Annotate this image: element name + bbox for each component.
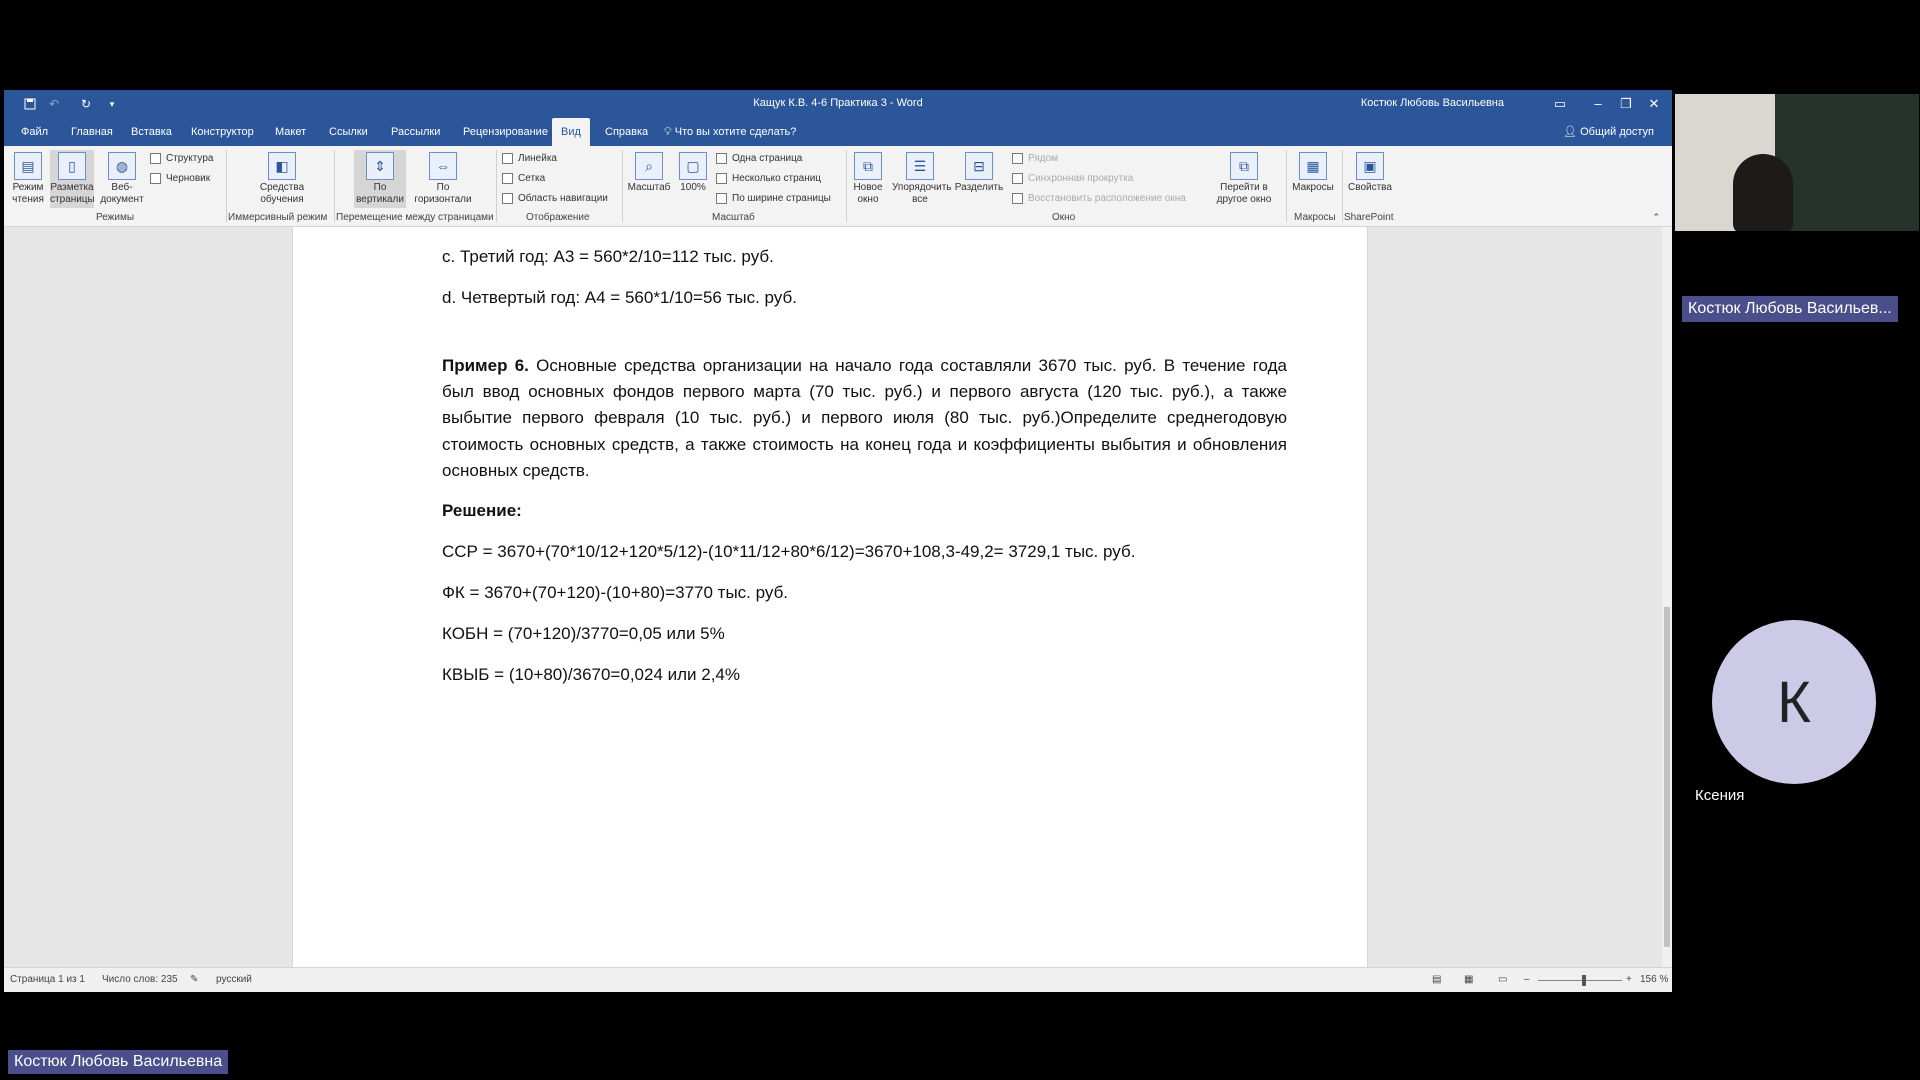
magnifier-icon: ⌕ bbox=[635, 152, 663, 180]
group-label-window: Окно bbox=[1052, 212, 1076, 223]
read-mode-button[interactable]: ▤ Режим чтения bbox=[6, 150, 50, 208]
formula-fk: ФК = 3670+(70+120)-(10+80)=3770 тыс. руб. bbox=[442, 583, 789, 602]
properties-icon: ▣ bbox=[1356, 152, 1384, 180]
document-page[interactable] bbox=[292, 227, 1368, 967]
formula-kvyb: КВЫБ = (10+80)/3670=0,024 или 2,4% bbox=[442, 665, 741, 684]
tab-design[interactable]: Конструктор bbox=[191, 126, 254, 138]
tell-me-text: Что вы хотите сделать? bbox=[674, 126, 797, 138]
tab-layout[interactable]: Макет bbox=[275, 126, 307, 138]
group-label-modes: Режимы bbox=[96, 212, 135, 223]
tab-review[interactable]: Рецензирование bbox=[463, 126, 548, 138]
vertical-arrows-icon: ⇕ bbox=[366, 152, 394, 180]
navigation-pane-checkbox[interactable]: Область навигации bbox=[502, 190, 608, 208]
properties-button[interactable]: ▣ Свойства bbox=[1344, 150, 1396, 208]
status-bar bbox=[4, 967, 1672, 992]
tell-me-box[interactable] bbox=[664, 118, 796, 146]
tab-view[interactable]: Вид bbox=[552, 118, 590, 146]
tab-file[interactable]: Файл bbox=[21, 126, 49, 138]
group-label-zoom: Масштаб bbox=[712, 212, 755, 223]
web-layout-view-icon[interactable]: ▭ bbox=[1498, 974, 1508, 985]
split-button[interactable]: ⊟ Разделить bbox=[952, 150, 1006, 208]
gridlines-checkbox-box bbox=[502, 173, 513, 184]
read-mode-view-icon[interactable]: ▤ bbox=[1432, 974, 1442, 985]
one-page-button[interactable]: Одна страница bbox=[716, 150, 802, 168]
vertical-scrollbar[interactable] bbox=[1662, 227, 1672, 967]
arrange-all-button[interactable]: ☰ Упорядочить все bbox=[892, 150, 948, 208]
group-label-movement: Перемещение между страницами bbox=[336, 212, 494, 223]
group-label-sharepoint: SharePoint bbox=[1344, 212, 1394, 223]
word-window bbox=[4, 90, 1672, 992]
print-layout-button[interactable]: ▯ Разметка страницы bbox=[50, 150, 94, 208]
collapse-ribbon-icon[interactable]: ⌃ bbox=[1652, 212, 1660, 222]
example-paragraph bbox=[442, 353, 1287, 484]
undo-icon[interactable]: ↶ bbox=[48, 97, 60, 111]
ribbon-display-options-icon[interactable]: ▭ bbox=[1553, 96, 1567, 111]
group-separator bbox=[1342, 150, 1343, 222]
scrollbar-thumb[interactable] bbox=[1664, 607, 1670, 947]
outline-button[interactable]: Структура bbox=[150, 150, 213, 168]
learning-tools-button[interactable]: ◧ Средства обучения bbox=[254, 150, 310, 208]
multiple-pages-icon bbox=[716, 173, 727, 184]
page-width-button[interactable]: По ширине страницы bbox=[716, 190, 831, 208]
participant-name-badge: Костюк Любовь Васильев... bbox=[1682, 296, 1898, 322]
ribbon-tabs bbox=[4, 118, 1672, 146]
reset-window-position-button[interactable]: Восстановить расположение окна bbox=[1012, 190, 1186, 208]
person-icon: 👤︎ bbox=[1563, 126, 1578, 138]
globe-icon: ◍ bbox=[108, 152, 136, 180]
horizontal-arrows-icon: ⇔ bbox=[429, 152, 457, 180]
ruler-checkbox[interactable]: Линейка bbox=[502, 150, 557, 168]
participant-avatar-name: Ксения bbox=[1695, 787, 1745, 804]
close-icon[interactable]: ✕ bbox=[1648, 96, 1660, 111]
zoom-button[interactable]: ⌕ Масштаб bbox=[626, 150, 672, 208]
view-side-by-side-button[interactable]: Рядом bbox=[1012, 150, 1058, 168]
redo-icon[interactable]: ↻ bbox=[80, 97, 92, 111]
share-label: Общий доступ bbox=[1580, 126, 1654, 138]
quick-access-menu-icon[interactable]: ▾ bbox=[109, 98, 115, 109]
navigation-pane-checkbox-box bbox=[502, 193, 513, 204]
switch-windows-icon: ⧉ bbox=[1230, 152, 1258, 180]
group-label-show: Отображение bbox=[526, 212, 590, 223]
presenter-name-badge: Костюк Любовь Васильевна bbox=[8, 1050, 228, 1074]
side-by-side-icon bbox=[1012, 153, 1023, 164]
page-width-icon bbox=[716, 193, 727, 204]
participant-video bbox=[1675, 94, 1919, 231]
share-button[interactable] bbox=[1563, 118, 1654, 146]
word-count[interactable]: Число слов: 235 bbox=[102, 974, 178, 985]
document-title: Кащук К.В. 4-6 Практика 3 - Word bbox=[753, 97, 923, 109]
page-icon: ▯ bbox=[58, 152, 86, 180]
one-page-icon bbox=[716, 153, 727, 164]
ribbon-view bbox=[4, 146, 1672, 227]
new-window-icon: ⧉ bbox=[854, 152, 882, 180]
group-label-macros: Макросы bbox=[1294, 212, 1336, 223]
proofing-icon[interactable]: ✎ bbox=[190, 974, 199, 985]
draft-icon bbox=[150, 173, 161, 184]
vertical-movement-button[interactable]: ⇕ По вертикали bbox=[354, 150, 406, 208]
document-workspace bbox=[4, 227, 1662, 967]
zoom-slider-handle[interactable] bbox=[1582, 975, 1586, 986]
arrange-all-icon: ☰ bbox=[906, 152, 934, 180]
zoom-level[interactable]: 156 % bbox=[1640, 974, 1669, 985]
tab-mailings[interactable]: Рассылки bbox=[391, 126, 441, 138]
gridlines-checkbox[interactable]: Сетка bbox=[502, 170, 545, 188]
macros-button[interactable]: ▦ Макросы bbox=[1288, 150, 1338, 208]
formula-kobn: КОБН = (70+120)/3770=0,05 или 5% bbox=[442, 624, 725, 643]
page-count[interactable]: Страница 1 из 1 bbox=[10, 974, 85, 985]
multiple-pages-button[interactable]: Несколько страниц bbox=[716, 170, 821, 188]
group-separator bbox=[496, 150, 497, 222]
book-icon: ▤ bbox=[14, 152, 42, 180]
tab-insert[interactable]: Вставка bbox=[131, 126, 172, 138]
example-label: Пример 6. bbox=[442, 356, 529, 375]
title-bar bbox=[4, 90, 1672, 118]
outline-icon bbox=[150, 153, 161, 164]
zoom-out-icon[interactable]: – bbox=[1524, 974, 1530, 985]
zoom-in-icon[interactable]: + bbox=[1626, 974, 1632, 985]
tab-home[interactable]: Главная bbox=[71, 126, 113, 138]
minimize-icon[interactable]: – bbox=[1594, 96, 1602, 111]
reset-window-icon bbox=[1012, 193, 1023, 204]
restore-icon[interactable]: ❐ bbox=[1620, 96, 1632, 111]
group-separator bbox=[226, 150, 227, 222]
video-background-board bbox=[1775, 94, 1919, 231]
line-third-year: c. Третий год: А3 = 560*2/10=112 тыс. руб. bbox=[442, 247, 774, 266]
participant-avatar: К bbox=[1712, 620, 1876, 784]
synchronous-scrolling-button[interactable]: Синхронная прокрутка bbox=[1012, 170, 1133, 188]
group-separator bbox=[622, 150, 623, 222]
zoom-100-button[interactable]: ▢ 100% bbox=[674, 150, 712, 208]
language[interactable]: русский bbox=[216, 974, 252, 985]
account-name[interactable]: Костюк Любовь Васильевна bbox=[1360, 97, 1504, 109]
new-window-button[interactable]: ⧉ Новое окно bbox=[846, 150, 890, 208]
group-separator bbox=[1286, 150, 1287, 222]
side-to-side-button[interactable]: ⇔ По горизонтали bbox=[414, 150, 472, 208]
solution-heading: Решение: bbox=[442, 501, 522, 520]
group-label-immersive: Иммерсивный режим bbox=[228, 212, 328, 223]
web-layout-button[interactable]: ◍ Веб-документ bbox=[100, 150, 144, 208]
line-fourth-year: d. Четвертый год: А4 = 560*1/10=56 тыс. руб. bbox=[442, 288, 797, 307]
draft-button[interactable]: Черновик bbox=[150, 170, 210, 188]
macros-icon: ▦ bbox=[1299, 152, 1327, 180]
split-icon: ⊟ bbox=[965, 152, 993, 180]
lightbulb-icon: 💡︎ bbox=[664, 126, 672, 138]
formula-ssr: ССР = 3670+(70*10/12+120*5/12)-(10*11/12+80*6/12)=3670+108,3-49,2= 3729,1 тыс. руб. bbox=[442, 542, 1136, 561]
participant-silhouette bbox=[1733, 154, 1793, 231]
group-separator bbox=[334, 150, 335, 222]
tab-references[interactable]: Ссылки bbox=[329, 126, 368, 138]
ruler-checkbox-box bbox=[502, 153, 513, 164]
learning-tools-icon: ◧ bbox=[268, 152, 296, 180]
switch-windows-button[interactable]: ⧉ Перейти в другое окно bbox=[1208, 150, 1280, 208]
zoom-slider[interactable] bbox=[1538, 980, 1622, 981]
print-layout-view-icon[interactable]: ▦ bbox=[1464, 974, 1474, 985]
page-100-icon: ▢ bbox=[679, 152, 707, 180]
example-text: Основные средства организации на начало года составляли 3670 тыс. руб. В течение года был ввод основных фондов первого марта (70 тыс. руб.) и первого августа (120 тыс. руб.), а также выбытие первого февраля (10 тыс. руб.) и первого июля (80 тыс. руб.)Определите среднегодовую стоимость основных средств, а также стоимость на конец года и коэффициенты выбытия и обновления основных средств. bbox=[442, 356, 1287, 480]
tab-help[interactable]: Справка bbox=[605, 126, 649, 138]
sync-scroll-icon bbox=[1012, 173, 1023, 184]
